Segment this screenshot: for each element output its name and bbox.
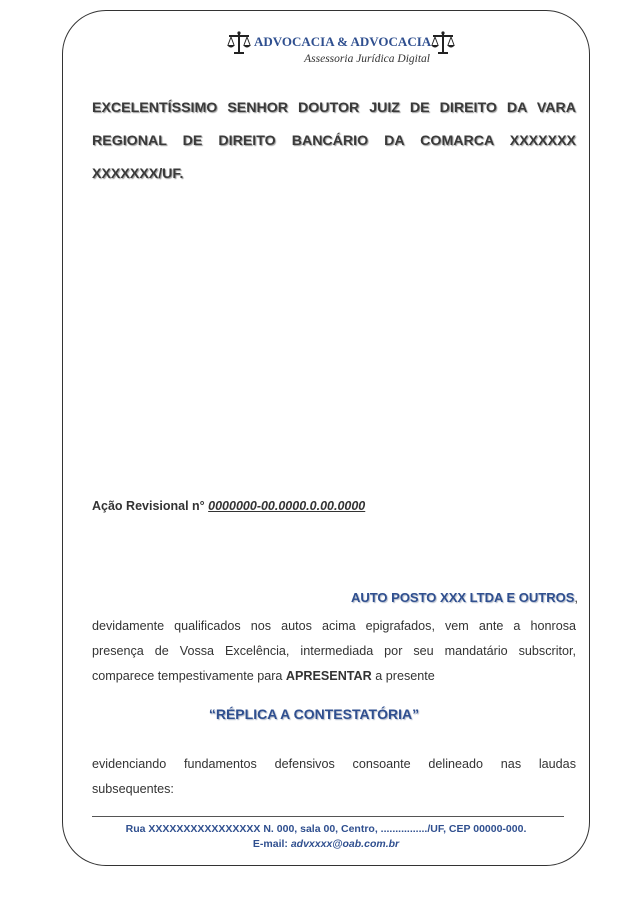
addressee-line: XXXXXXX/UF. — [92, 166, 184, 182]
document-title: “RÉPLICA A CONTESTATÓRIA” — [208, 706, 420, 722]
footer-divider — [92, 816, 564, 817]
addressee-line: REGIONAL DE DIREITO BANCÁRIO DA COMARCA XXXXXXX — [92, 133, 576, 149]
case-number: 0000000-00.0000.0.00.0000 — [208, 499, 366, 513]
paragraph-line — [92, 664, 576, 689]
party-punct: , — [574, 590, 578, 605]
scales-of-justice-icon — [226, 30, 252, 56]
addressee-heading — [92, 92, 576, 191]
emphasis-text: APRESENTAR — [285, 669, 372, 683]
intro-paragraph — [92, 614, 576, 689]
closing-paragraph — [92, 752, 576, 802]
email-link[interactable]: advxxxx@oab.com.br — [290, 838, 400, 850]
paragraph-line: subsequentes: — [92, 782, 174, 796]
case-reference — [92, 499, 576, 513]
party-name-line — [92, 590, 578, 605]
letterhead — [0, 26, 638, 76]
footer-address: Rua XXXXXXXXXXXXXXXX N. 000, sala 00, Centro, ................/UF, CEP 00000-000. — [125, 823, 527, 835]
paragraph-line: devidamente qualificados nos autos acima epigrafados, vem ante a honrosa — [92, 619, 576, 633]
email-label: E-mail: — [252, 838, 288, 850]
paragraph-text: comparece tempestivamente para — [92, 669, 283, 683]
addressee-line: EXCELENTÍSSIMO SENHOR DOUTOR JUIZ DE DIREITO DA VARA — [92, 100, 576, 116]
case-type-label: Ação Revisional n° — [92, 499, 205, 513]
brand-subtitle: Assessoria Jurídica Digital — [304, 53, 430, 65]
brand-name: ADVOCACIA & ADVOCACIA — [254, 34, 432, 49]
party-name: AUTO POSTO XXX LTDA E OUTROS — [350, 590, 575, 605]
paragraph-line: presença de Vossa Excelência, intermediada por seu mandatário subscritor, — [92, 644, 576, 658]
footer — [62, 822, 590, 852]
paragraph-line: evidenciando fundamentos defensivos consoante delineado nas laudas — [92, 757, 576, 771]
paragraph-text: a presente — [375, 669, 435, 683]
scales-of-justice-icon — [430, 30, 456, 56]
footer-email-line — [62, 837, 590, 852]
